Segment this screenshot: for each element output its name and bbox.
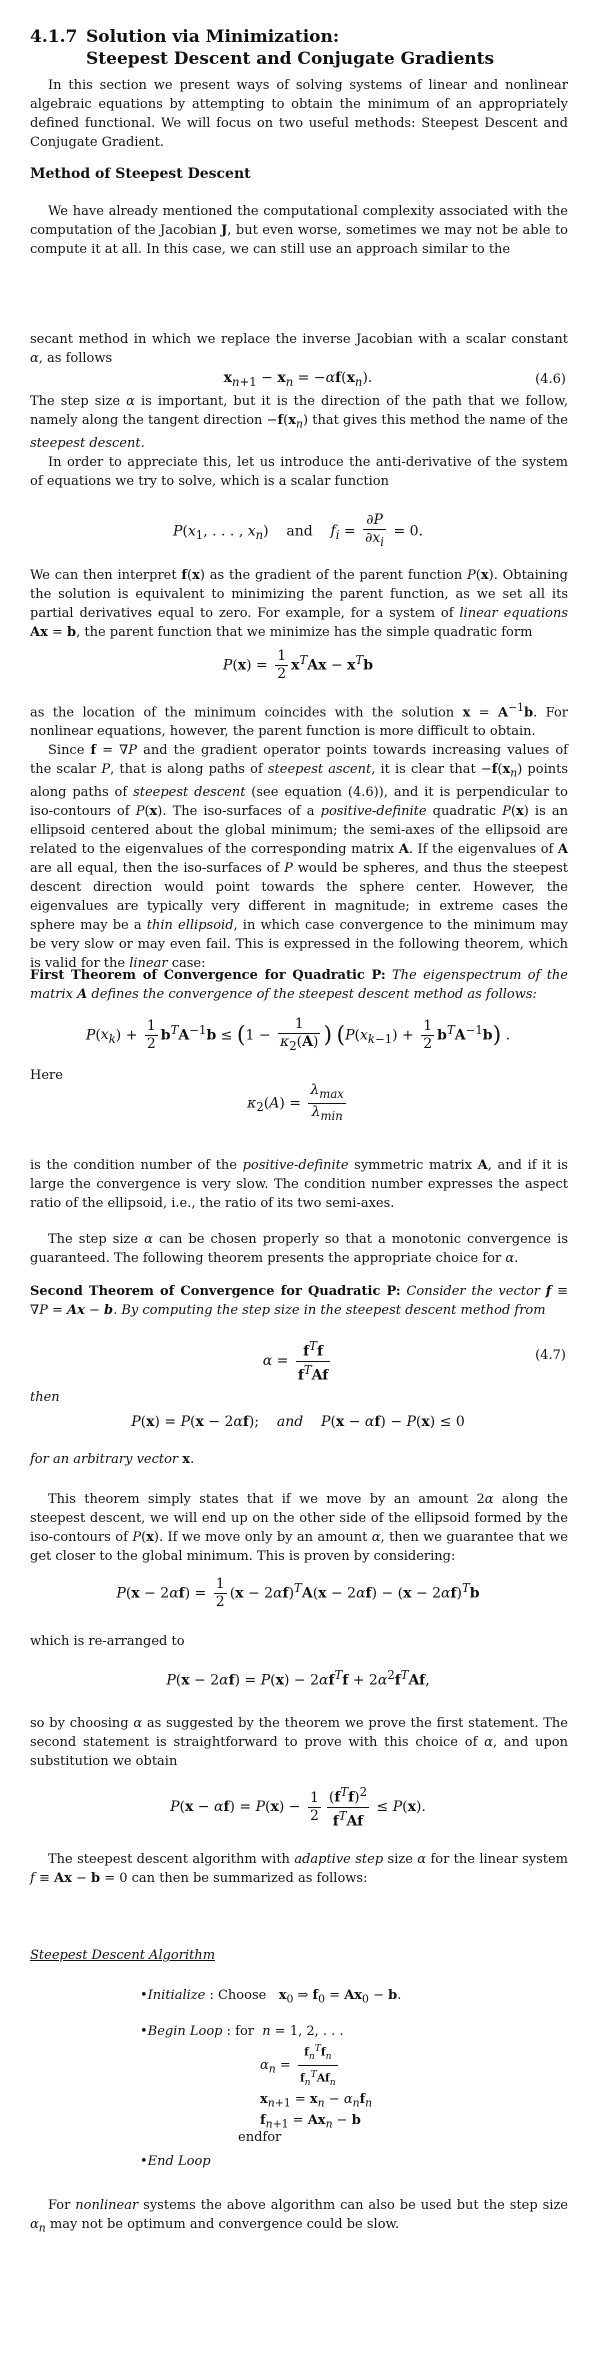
paragraph-secant: secant method in which we replace the inverse Jacobian with a scalar constant α, as follows bbox=[30, 332, 568, 366]
intro-paragraph: In this section we present ways of solving systems of linear and nonlinear algebraic equations by attempting to obtain the minimum of an appropriately defined functional. We will focus on two useful methods: Steepest Descent and Conjugate Gradient. bbox=[30, 78, 568, 150]
equation-parent-function: $P(x_1$, . . . , $x_n$) and $f_i$ = $\frac{\partial P}{\partial x_i}$ = 0. bbox=[173, 512, 423, 549]
paragraph-condition-number: is the condition number of the positive-definite symmetric matrix A, and if it is large the convergence is very slow. The condition number expresses the aspect ratio of the ellipsoid, i.e., the ratio of its two semi-axes. bbox=[30, 1158, 568, 1211]
theorem-2-title: Second Theorem of Convergence for Quadratic P: bbox=[30, 1284, 401, 1299]
algorithm-title: Steepest Descent Algorithm bbox=[30, 1948, 216, 1963]
algorithm-endfor: endfor bbox=[238, 2130, 282, 2145]
equation-number-4-6: (4.6) bbox=[535, 372, 566, 387]
algorithm-initialize: •Initialize : Choose $x_0$ ⇒ $f_0 = Ax_0 - b$. bbox=[140, 1988, 402, 2006]
then-label: then bbox=[30, 1390, 60, 1405]
equation-number-4-7: (4.7) bbox=[535, 1348, 566, 1363]
algorithm-end-loop: •End Loop bbox=[140, 2154, 211, 2169]
equation-proof-2: $P(x - 2\alpha f) = P(x) - 2\alpha f^Tf + 2\alpha^2f^TAf$, bbox=[166, 1668, 430, 1689]
equation-convergence-bound: $P(x_k)$ + $\frac{1}{2}$ $b^TA^{-1}b \le (1$ − $\frac{1}{\kappa_2(A)}$ ) ($P(x_{k-1})$ + $\frac{1}{2}$ $b^TA^{-1}b$) . bbox=[85, 1016, 511, 1053]
section-title-line2: Steepest Descent and Conjugate Gradients bbox=[86, 49, 495, 69]
theorem-1: First Theorem of Convergence for Quadratic P: The eigenspectrum of the matrix A defines the convergence of the steepest descent method as follows: bbox=[30, 968, 568, 1002]
paragraph-theorem-explanation: This theorem simply states that if we move by an amount 2α along the steepest descent, we will end up on the other side of the ellipsoid formed by the iso-contours of P(x). If we move only by an amount α, then we guarantee that we get closer to the global minimum. This is proven by considering: bbox=[30, 1492, 568, 1564]
paragraph-step-size: The step size α is important, but it is the direction of the path that we follow, namely along the tangent direction $-f(x_n)$ that gives this method the name of the steepest descent. bbox=[30, 394, 568, 451]
paragraph-jacobian: We have already mentioned the computational complexity associated with the computation of the Jacobian J, but even worse, sometimes we may not be able to compute it at all. In this case, we can still use an approach similar to the bbox=[30, 204, 568, 257]
paragraph-algorithm-summary: The steepest descent algorithm with adaptive step size α for the linear system f ≡ Ax − b = 0 can then be summarized as follows: bbox=[30, 1852, 569, 1886]
paragraph-monotonic: The step size α can be chosen properly so that a monotonic convergence is guaranteed. The following theorem presents the appropriate choice for α. bbox=[30, 1232, 568, 1266]
subsection-title: Method of Steepest Descent bbox=[30, 166, 251, 182]
paragraph-ellipsoid: Since f = ∇P and the gradient operator points towards increasing values of the scalar P, that is along paths of steepest ascent, it is clear that $-f(x_n)$ points along paths of steepest descent (see equation (4.6)), and it is perpendicular to iso-contours of P(x). The iso-surfaces of a positive-definite quadratic P(x) is an ellipsoid centered about the global minimum; the semi-axes of the ellipsoid are related to the eigenvalues of the corresponding matrix A. If the eigenvalues of A are all equal, then the iso-surfaces of P would be spheres, and thus the steepest descent direction would point towards the sphere center. However, the eigenvalues are typically very different in magnitude; in extreme cases the sphere may be a thin ellipsoid, in which case convergence to the minimum may be very slow or may even fail. This is expressed in the following theorem, which is valid for the linear case: bbox=[30, 743, 568, 971]
equation-theorem-2-result: P(x) = P(x − 2αf); and P(x − αf) − P(x) ≤ 0 bbox=[131, 1414, 465, 1430]
equation-condition-number: $\kappa_2(A)$ = $\frac{\lambda_{max}}{\lambda_{min}}$ bbox=[247, 1082, 344, 1123]
equation-proof-3: P(x − αf) = P(x) − $\frac{1}{2}$ $\frac{(f^Tf)^2}{f^TAf}$ ≤ P(x). bbox=[170, 1785, 426, 1830]
equation-proof-1: P(x − 2αf) = $\frac{1}{2}$ $(x - 2\alpha f)^TA(x - 2\alpha f) - (x - 2\alpha f)^Tb$ bbox=[116, 1576, 480, 1610]
equation-4-7: α = $\frac{f^Tf}{f^TAf}$ bbox=[262, 1339, 329, 1384]
here-label: Here bbox=[30, 1068, 63, 1083]
section-heading bbox=[30, 26, 494, 70]
theorem-2: Second Theorem of Convergence for Quadratic P: Consider the vector f ≡ ∇P = Ax − b. By computing the step size in the steepest descent method from bbox=[30, 1284, 569, 1318]
theorem-1-title: First Theorem of Convergence for Quadratic P: bbox=[30, 968, 386, 983]
section-number: 4.1.7 bbox=[30, 27, 78, 47]
arbitrary-vector-text: for an arbitrary vector x. bbox=[30, 1452, 195, 1467]
algorithm-loop-body: $\alpha_n$ = $\frac{f_n^Tf_n}{f_n^TAf_n}$ $x_{n+1} = x_n - \alpha_nf_n$ $f_{n+1} = Ax_n - b$ bbox=[260, 2040, 372, 2134]
paragraph-anti-derivative: In order to appreciate this, let us introduce the anti-derivative of the system of equations we try to solve, which is a scalar function bbox=[30, 454, 568, 489]
paragraph-gradient: We can then interpret f(x) as the gradient of the parent function P(x). Obtaining the solution is equivalent to minimizing the parent function, as we set all its partial derivatives equal to zero. For example, for a system of linear equations Ax = b, the parent function that we minimize has the simple quadratic form bbox=[30, 568, 568, 640]
algorithm-begin-loop: •Begin Loop : for n = 1, 2, . . . bbox=[140, 2024, 344, 2039]
paragraph-rearranged: which is re-arranged to bbox=[30, 1634, 185, 1649]
section-title-line1: Solution via Minimization: bbox=[86, 27, 340, 47]
paragraph-minimum-location: as the location of the minimum coincides with the solution $x = A^{-1}b$. For nonlinear equations, however, the parent function is more difficult to obtain. bbox=[30, 701, 568, 740]
equation-4-6: $x_{n+1} - x_n = -\alpha f(x_n)$. bbox=[223, 370, 373, 389]
paragraph-nonlinear: For nonlinear systems the above algorithm can also be used but the step size $\alpha_n$ may not be optimum and convergence could be slow. bbox=[30, 2198, 568, 2235]
equation-quadratic-form: P(x) = $\frac{1}{2}$ $x^TAx - x^Tb$ bbox=[222, 648, 374, 682]
paragraph-first-statement: so by choosing α as suggested by the theorem we prove the first statement. The second statement is straightforward to prove with this choice of α, and upon substitution we obtain bbox=[30, 1716, 568, 1769]
